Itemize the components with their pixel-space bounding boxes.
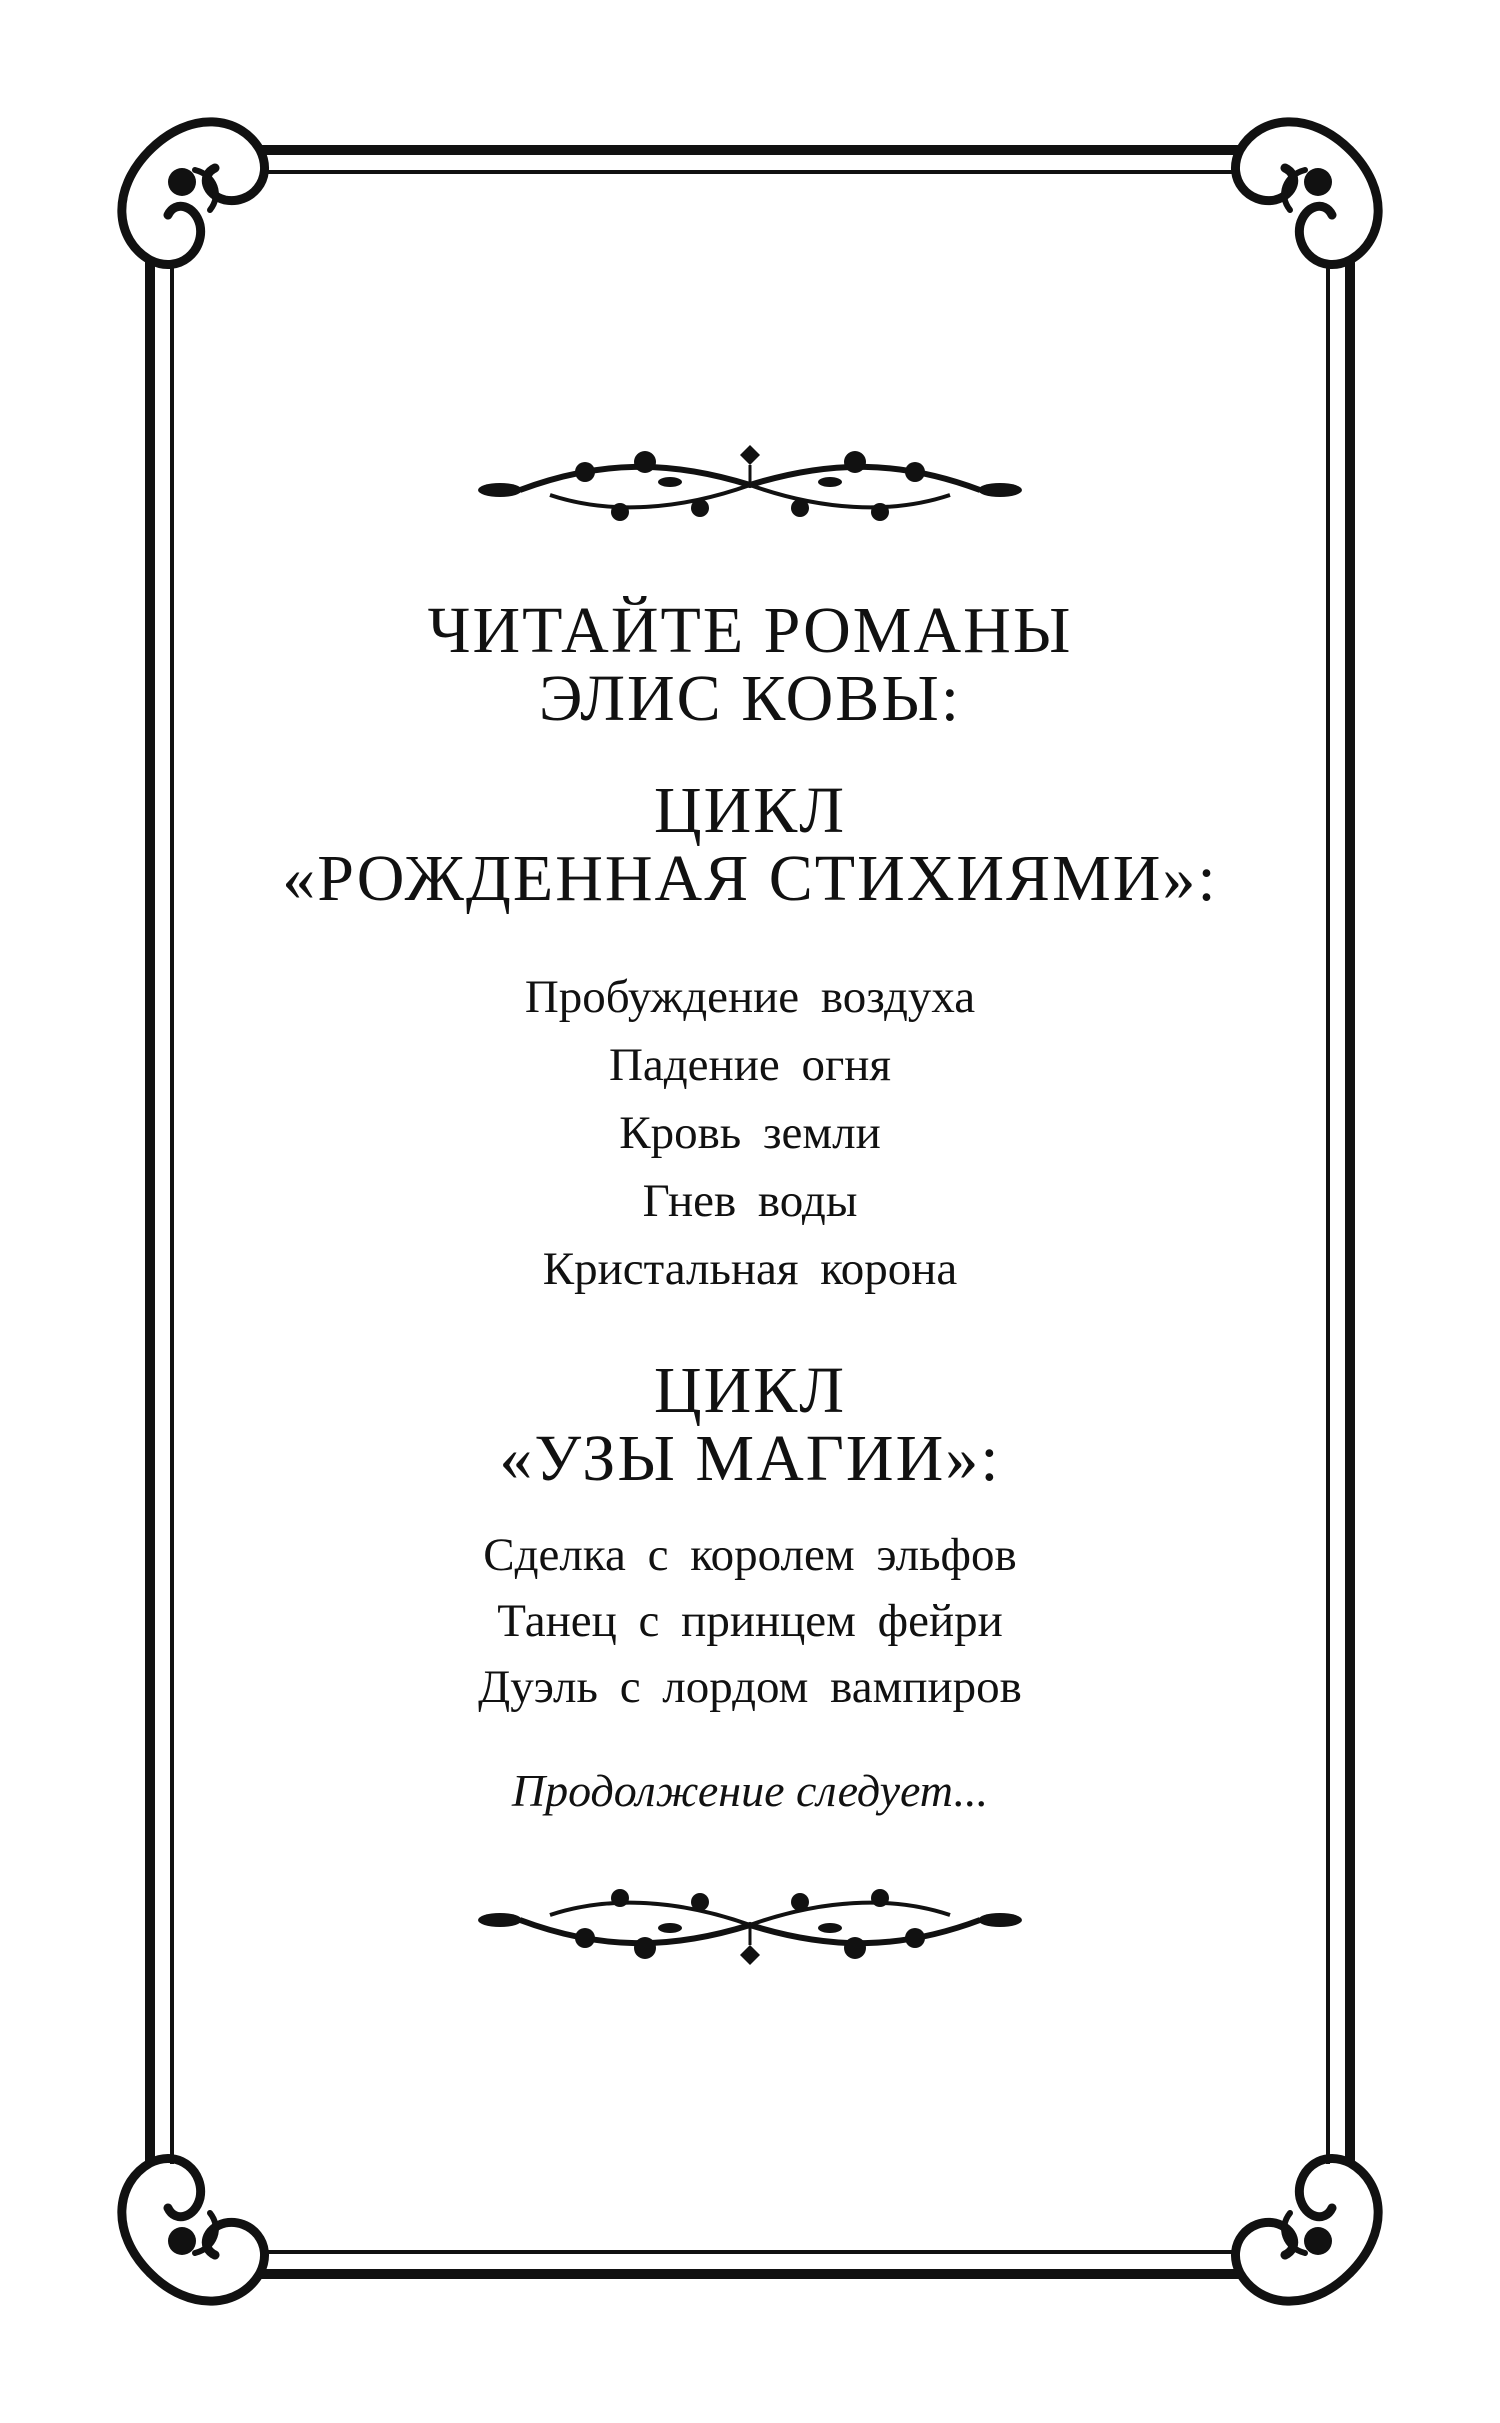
book-title: Кристальная корона [542,1243,958,1295]
header-line-2: ЭЛИС КОВЫ: [538,662,962,735]
continuation-note: Продолжение следует... [511,1765,989,1816]
book-title: Сделка с королем эльфов [483,1529,1017,1581]
book-title: Пробуждение воздуха [524,971,976,1023]
book-title: Гнев воды [642,1175,858,1227]
book-title: Дуэль с лордом вампиров [478,1661,1022,1713]
book-title: Кровь земли [619,1107,881,1159]
header-line-1: ЧИТАЙТЕ РОМАНЫ [427,594,1073,667]
book-title: Танец с принцем фейри [497,1595,1003,1647]
series-2-label: ЦИКЛ [653,1354,847,1427]
series-2-title: «УЗЫ МАГИИ»: [499,1422,1001,1495]
floral-vine-divider-icon [250,1880,1250,1990]
floral-vine-divider-icon [250,420,1250,530]
series-1-title: «РОЖДЕННАЯ СТИХИЯМИ»: [282,842,1218,915]
series-1-label: ЦИКЛ [653,774,847,847]
page-content [250,0,1250,2423]
book-title: Падение огня [608,1039,892,1091]
